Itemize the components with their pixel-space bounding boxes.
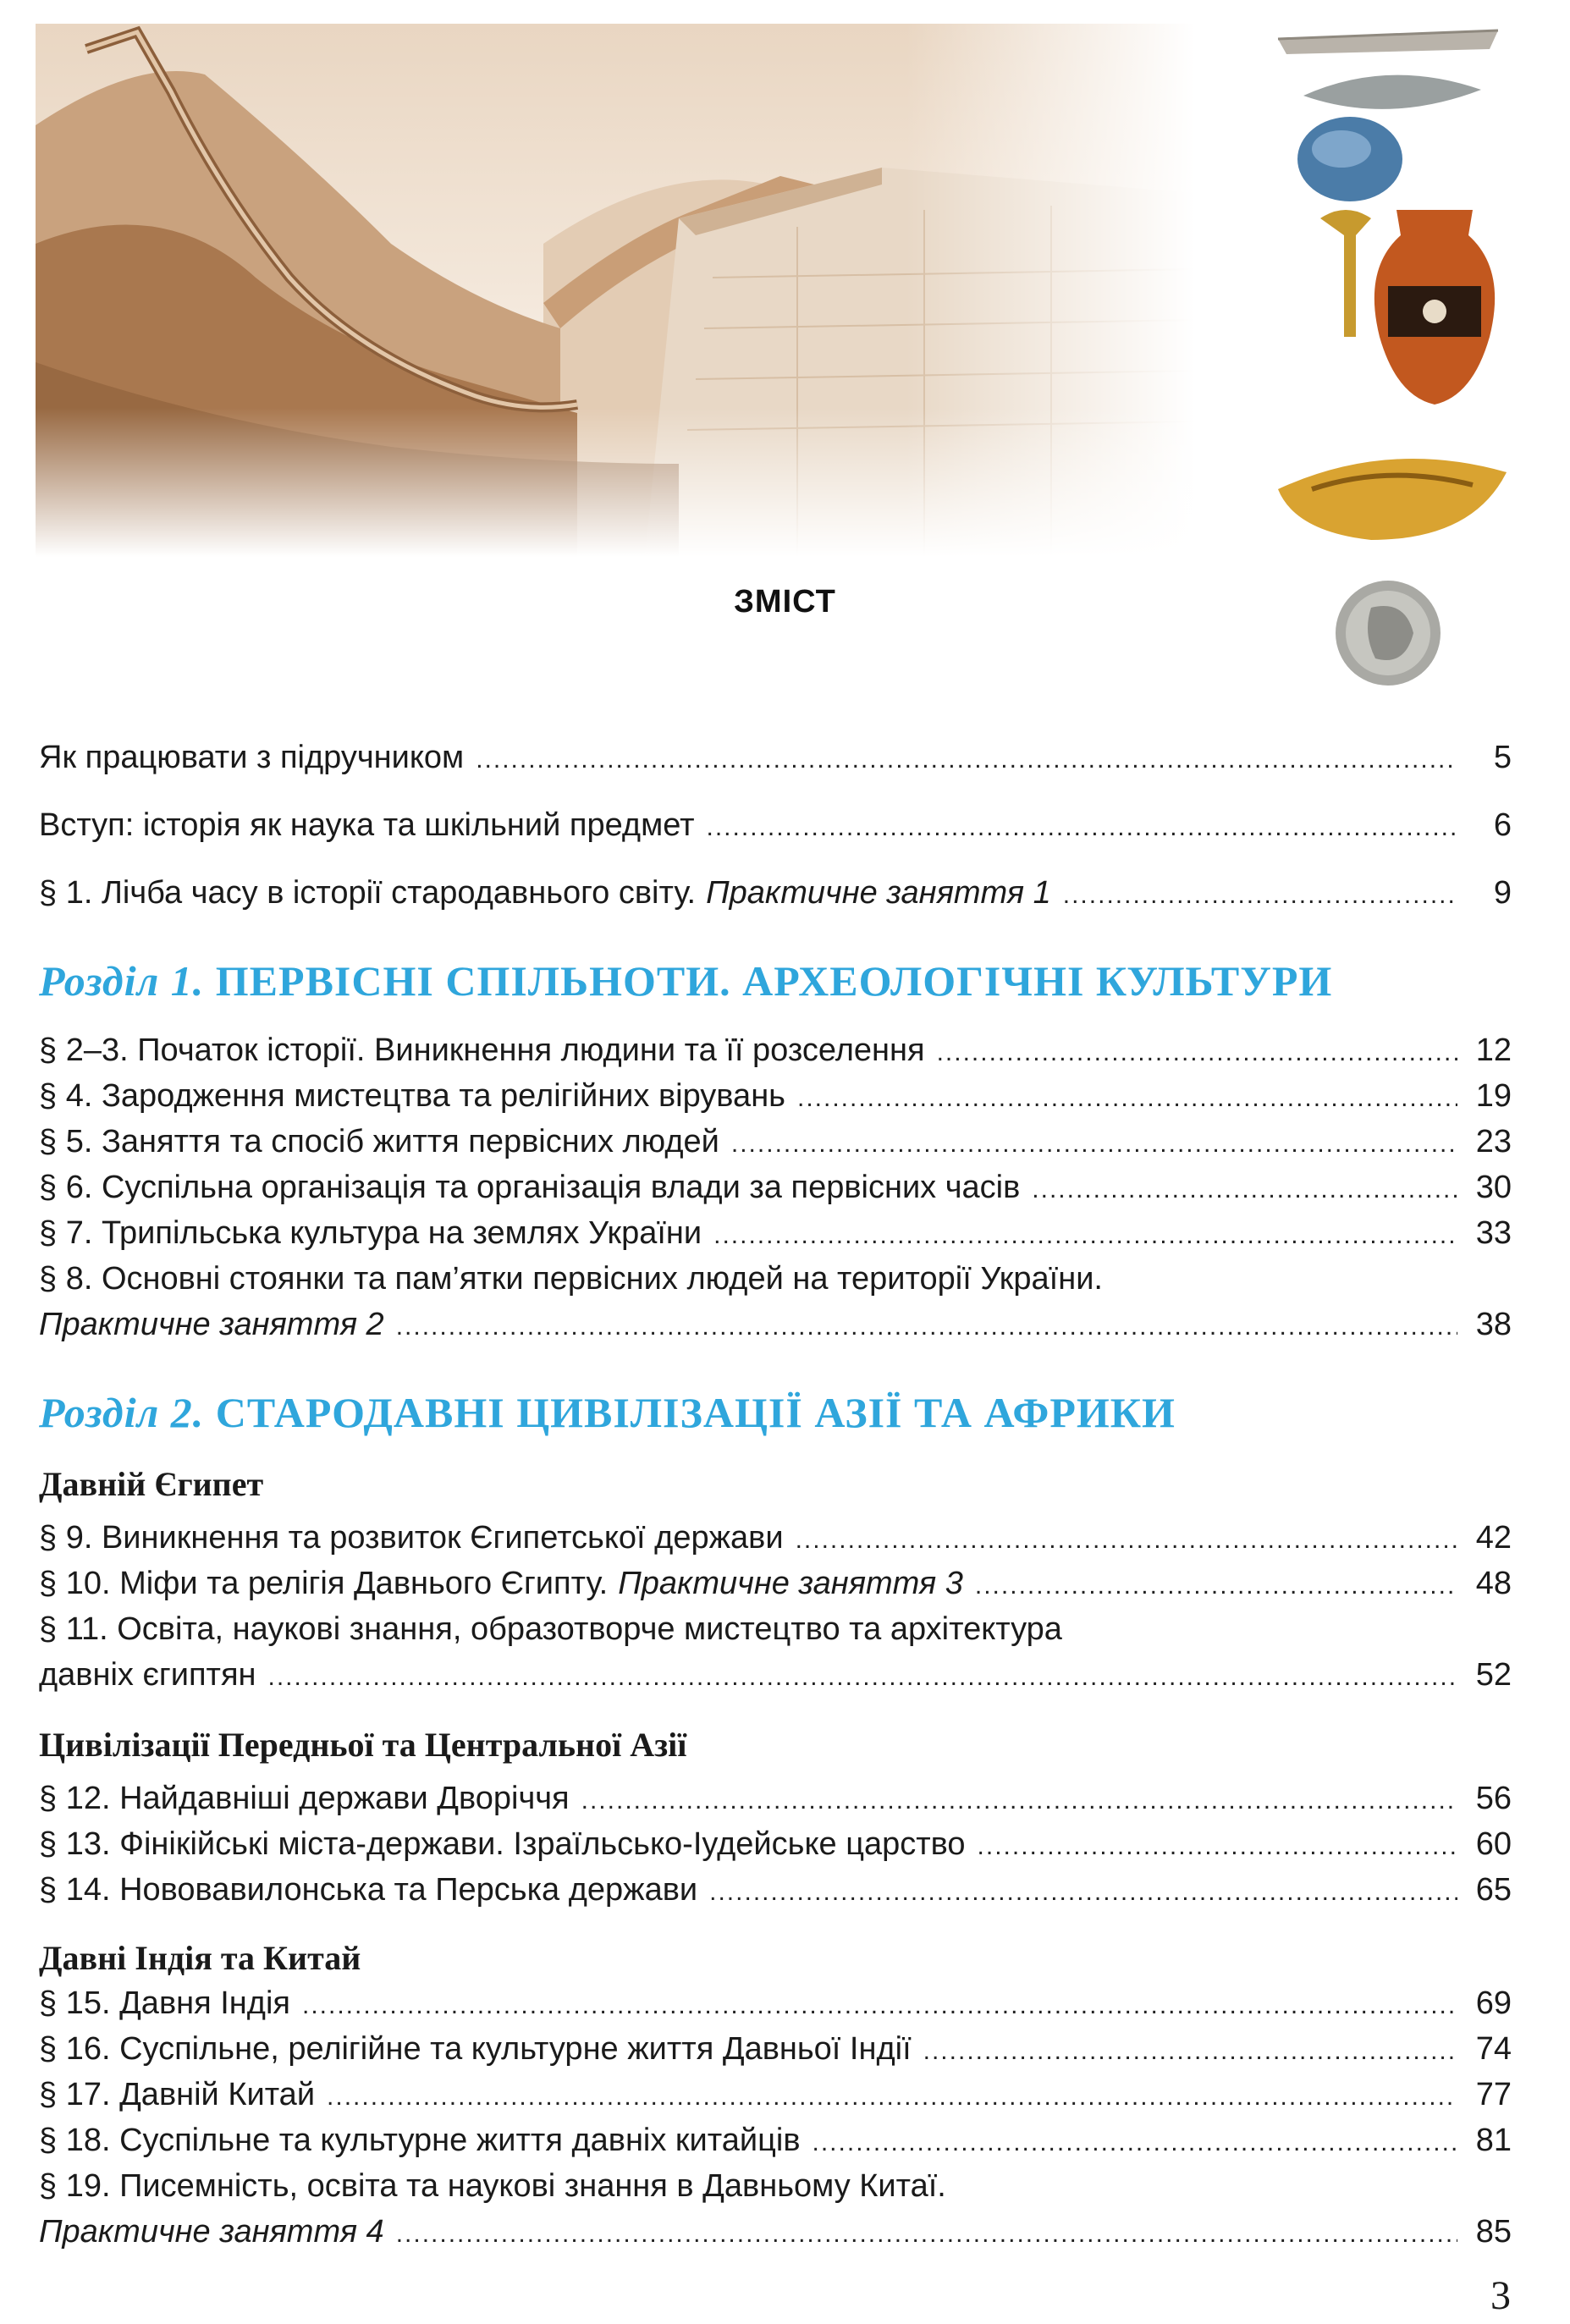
toc-entry-title[interactable]: § 11. Освіта, наукові знання, образотворче мистецтво та архітектура	[39, 1611, 1062, 1647]
leader-dots	[731, 1125, 1457, 1164]
toc-entry[interactable]	[39, 1168, 1512, 1209]
toc-entry[interactable]	[39, 806, 1512, 847]
toc-page-number: 33	[1475, 1215, 1512, 1251]
leader-dots	[268, 1658, 1458, 1697]
golden-pin-icon	[1320, 210, 1371, 337]
toc-page-number: 12	[1475, 1033, 1512, 1068]
subsection-heading: Цивілізації Передньої та Центральної Азії	[39, 1726, 687, 1764]
golden-pectoral-icon	[1278, 459, 1507, 540]
toc-page-number: 9	[1493, 875, 1512, 911]
toc-page-number: 77	[1475, 2077, 1512, 2112]
toc-entry-title[interactable]: § 19. Писемність, освіта та наукові знання в Давньому Китаї.	[39, 2168, 946, 2204]
toc-entry-title: § 14. Нововавилонська та Перська держави	[39, 1872, 698, 1908]
leader-dots	[937, 1033, 1457, 1072]
subsection-heading: Давній Єгипет	[39, 1465, 264, 1503]
leader-dots	[1032, 1170, 1457, 1209]
toc-entry[interactable]	[39, 1655, 1512, 1697]
greek-amphora-icon	[1374, 210, 1495, 405]
leader-dots	[327, 2078, 1457, 2117]
toc-entry-title: § 5. Заняття та спосіб життя первісних людей	[39, 1124, 719, 1159]
toc-entry-title: § 2–3. Початок історії. Виникнення людини та її розселення	[39, 1033, 925, 1068]
toc-page-number: 19	[1475, 1078, 1512, 1114]
leader-dots	[581, 1782, 1457, 1820]
page-number: 3	[1490, 2273, 1511, 2318]
toc-entry[interactable]	[39, 2212, 1512, 2254]
practical-lesson-label: Практичне заняття 2	[39, 1307, 384, 1342]
toc-entry-title[interactable]: § 8. Основні стоянки та пам’ятки первісних людей на території України.	[39, 1261, 1103, 1297]
leader-dots	[797, 1079, 1457, 1118]
toc-entry-title: давніх єгиптян	[39, 1657, 256, 1693]
leader-dots	[923, 2032, 1457, 2071]
leader-dots	[707, 808, 1457, 847]
toc-entry-title: § 4. Зародження мистецтва та релігійних вірувань	[39, 1078, 785, 1114]
toc-entry[interactable]	[39, 1031, 1512, 1072]
toc-page-number: 30	[1475, 1170, 1512, 1205]
leader-dots	[978, 1827, 1457, 1866]
toc-entry-title: § 12. Найдавніші держави Дворіччя	[39, 1781, 570, 1816]
great-wall-illustration	[36, 24, 1195, 557]
practical-lesson-label: Практичне заняття 4	[39, 2214, 384, 2250]
toc-entry[interactable]	[39, 1518, 1512, 1560]
leader-dots	[476, 741, 1457, 779]
toc-entry[interactable]	[39, 1870, 1512, 1912]
toc-page-number: 69	[1475, 1985, 1512, 2021]
toc-entry-title: § 10. Міфи та релігія Давнього Єгипту.	[39, 1566, 609, 1601]
toc-entry[interactable]	[39, 1077, 1512, 1118]
section-title: ПЕРВІСНІ СПІЛЬНОТИ. АРХЕОЛОГІЧНІ КУЛЬТУРИ	[215, 957, 1333, 1005]
section-label: Розділ 1.	[39, 957, 205, 1005]
toc-page-number: 81	[1475, 2123, 1512, 2158]
subsection-heading: Давні Індія та Китай	[39, 1939, 361, 1977]
leader-dots	[813, 2123, 1457, 2162]
toc-entry-title: § 1. Лічба часу в історії стародавнього світу.	[39, 875, 697, 911]
toc-page-number: 48	[1475, 1566, 1512, 1601]
toc-entry[interactable]	[39, 1564, 1512, 1605]
toc-page-number: 74	[1475, 2031, 1512, 2067]
toc-page-number: 6	[1493, 807, 1512, 843]
toc-entry-title: § 18. Суспільне та культурне життя давніх китайців	[39, 2123, 801, 2158]
section-heading	[39, 1388, 1176, 1437]
toc-entry-title: § 17. Давній Китай	[39, 2077, 316, 2112]
flint-arrowhead-icon	[1278, 30, 1498, 54]
toc-entry[interactable]	[39, 1122, 1512, 1164]
toc-entry-title: § 6. Суспільна організація та організація влади за первісних часів	[39, 1170, 1021, 1205]
toc-page-number: 65	[1475, 1872, 1512, 1908]
leader-dots	[396, 2215, 1457, 2254]
toc-entry[interactable]	[39, 1214, 1512, 1255]
toc-entry-title: Вступ: історія як наука та шкільний предмет	[39, 807, 695, 843]
toc-entry[interactable]	[39, 738, 1512, 779]
section-heading	[39, 956, 1332, 1005]
leader-dots	[302, 1986, 1457, 2025]
toc-page-number: 23	[1475, 1124, 1512, 1159]
blue-stone-icon	[1297, 117, 1402, 201]
practical-lesson-label: Практичне заняття 3	[618, 1566, 963, 1601]
toc-entry[interactable]	[39, 1779, 1512, 1820]
stone-blade-icon	[1303, 75, 1481, 109]
toc-page-number: 85	[1475, 2214, 1512, 2250]
toc-entry[interactable]	[39, 2075, 1512, 2117]
toc-entry[interactable]	[39, 873, 1512, 915]
leader-dots	[796, 1521, 1457, 1560]
toc-entry-title: § 15. Давня Індія	[39, 1985, 290, 2021]
section-label: Розділ 2.	[39, 1389, 205, 1436]
toc-entry-title: § 7. Трипільська культура на землях України	[39, 1215, 702, 1251]
leader-dots	[975, 1567, 1457, 1605]
leader-dots	[396, 1308, 1457, 1346]
toc-entry[interactable]	[39, 1305, 1512, 1346]
toc-entry[interactable]	[39, 1825, 1512, 1866]
toc-entry[interactable]	[39, 1984, 1512, 2025]
toc-page-number: 42	[1475, 1520, 1512, 1556]
toc-entry-title: § 9. Виникнення та розвиток Єгипетської держави	[39, 1520, 784, 1556]
leader-dots	[709, 1873, 1457, 1912]
toc-entry-title: § 13. Фінікійські міста-держави. Ізраїльсько-Іудейське царство	[39, 1826, 966, 1862]
toc-page-number: 38	[1475, 1307, 1512, 1342]
toc-entry-title: § 16. Суспільне, релігійне та культурне життя Давньої Індії	[39, 2031, 912, 2067]
section-title: СТАРОДАВНІ ЦИВІЛІЗАЦІЇ АЗІЇ ТА АФРИКИ	[215, 1389, 1176, 1436]
toc-page-number: 5	[1493, 740, 1512, 775]
leader-dots	[713, 1216, 1457, 1255]
toc-entry-title: Як працювати з підручником	[39, 740, 465, 775]
practical-lesson-label: Практичне заняття 1	[706, 875, 1051, 911]
page-title: ЗМІСТ	[734, 584, 836, 620]
toc-page-number: 52	[1475, 1657, 1512, 1693]
toc-entry[interactable]	[39, 2121, 1512, 2162]
toc-page-number: 60	[1475, 1826, 1512, 1862]
leader-dots	[1063, 876, 1457, 915]
toc-page-number: 56	[1475, 1781, 1512, 1816]
toc-entry[interactable]	[39, 2029, 1512, 2071]
